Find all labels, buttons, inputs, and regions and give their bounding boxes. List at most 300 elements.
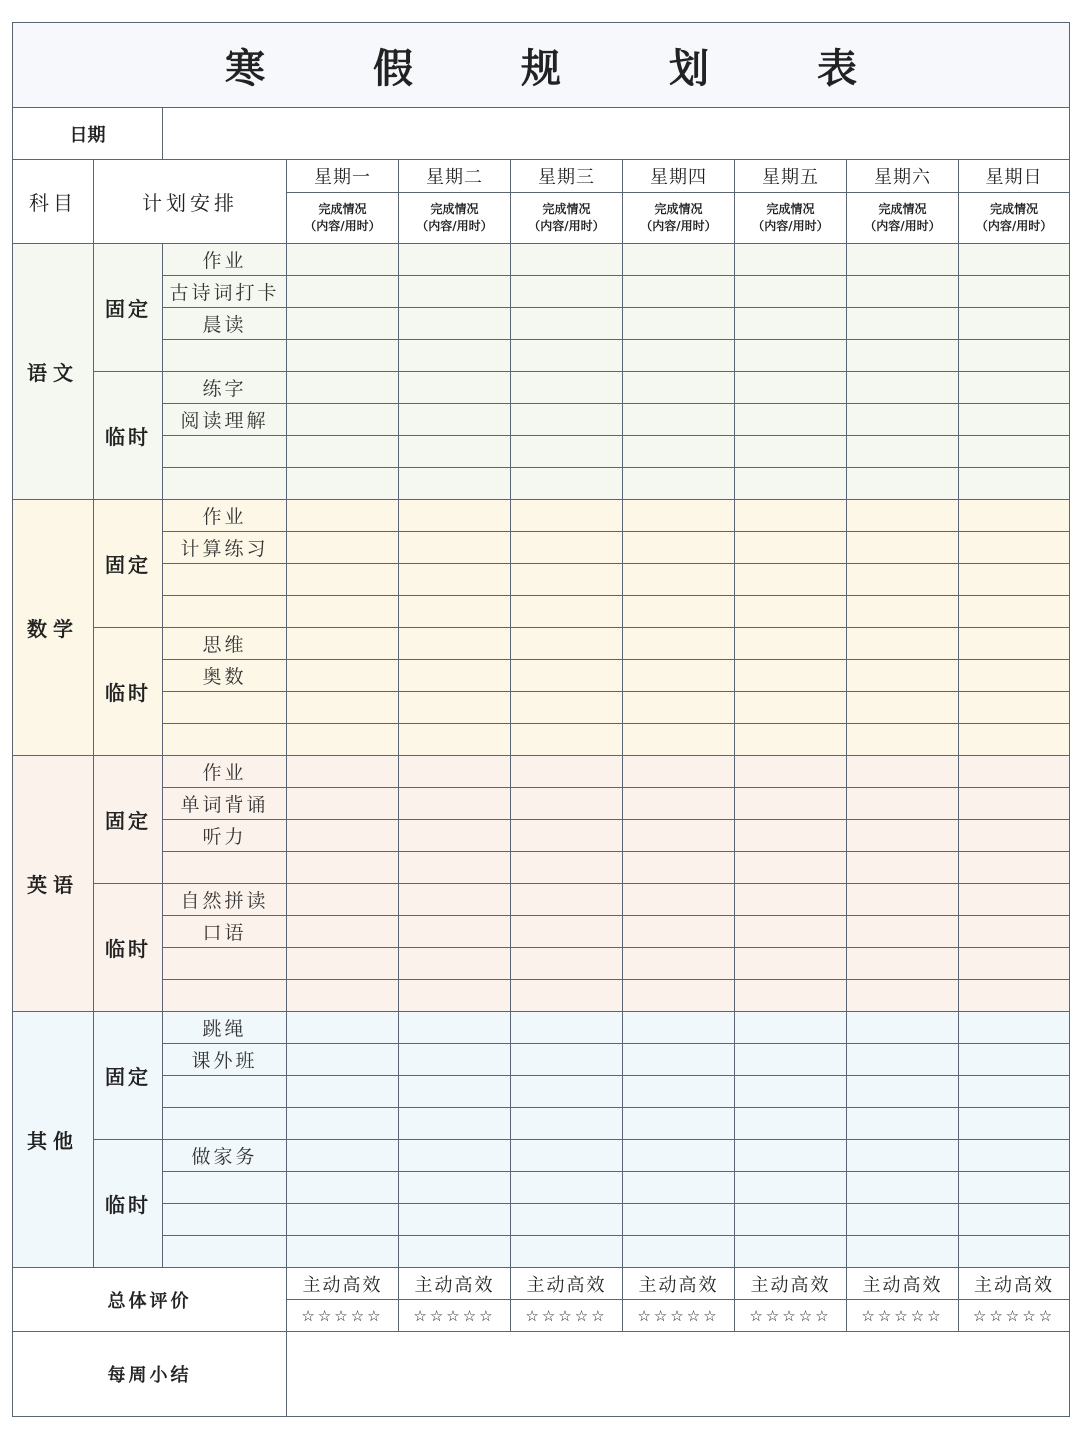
progress-cell[interactable] [399,1236,511,1268]
progress-cell[interactable] [959,244,1070,276]
progress-cell[interactable] [287,1076,399,1108]
progress-cell[interactable] [623,628,735,660]
progress-cell[interactable] [959,436,1070,468]
plan-item[interactable] [163,1108,287,1140]
progress-cell[interactable] [287,820,399,852]
progress-cell[interactable] [959,564,1070,596]
progress-cell[interactable] [287,756,399,788]
progress-cell[interactable] [623,564,735,596]
plan-row [13,980,1070,1012]
progress-cell[interactable] [735,244,847,276]
progress-cell[interactable] [511,1236,623,1268]
progress-cell[interactable] [399,596,511,628]
progress-cell[interactable] [847,692,959,724]
progress-cell[interactable] [847,532,959,564]
progress-cell[interactable] [735,628,847,660]
progress-cell[interactable] [399,436,511,468]
star-rating[interactable]: ☆☆☆☆☆ [959,1300,1070,1332]
evaluation-text: 主动高效 [847,1268,959,1300]
progress-cell[interactable] [623,948,735,980]
progress-cell[interactable] [287,980,399,1012]
progress-cell[interactable] [511,500,623,532]
progress-cell[interactable] [287,948,399,980]
progress-cell[interactable] [511,468,623,500]
progress-cell[interactable] [959,532,1070,564]
progress-cell[interactable] [847,1108,959,1140]
progress-cell[interactable] [399,1108,511,1140]
plan-item[interactable]: 做家务 [163,1140,287,1172]
progress-cell[interactable] [847,756,959,788]
progress-cell[interactable] [399,628,511,660]
progress-cell[interactable] [623,1140,735,1172]
status-label: 完成情况 [430,202,479,216]
progress-cell[interactable] [287,692,399,724]
progress-cell[interactable] [399,788,511,820]
progress-cell[interactable] [623,660,735,692]
progress-cell[interactable] [735,1108,847,1140]
progress-cell[interactable] [735,596,847,628]
progress-cell[interactable] [847,1204,959,1236]
progress-cell[interactable] [735,1140,847,1172]
progress-cell[interactable] [847,852,959,884]
progress-cell[interactable] [511,948,623,980]
plan-item[interactable] [163,948,287,980]
progress-cell[interactable] [623,692,735,724]
progress-cell[interactable] [735,276,847,308]
progress-cell[interactable] [959,884,1070,916]
progress-cell[interactable] [959,852,1070,884]
progress-cell[interactable] [623,532,735,564]
plan-type-label: 固定 [94,500,163,628]
plan-item[interactable] [163,436,287,468]
plan-item[interactable]: 思维 [163,628,287,660]
progress-cell[interactable] [847,404,959,436]
progress-cell[interactable] [735,500,847,532]
progress-cell[interactable] [623,884,735,916]
progress-cell[interactable] [623,468,735,500]
progress-cell[interactable] [623,1076,735,1108]
day-header: 星期二 [399,160,511,193]
progress-cell[interactable] [735,532,847,564]
plan-item[interactable] [163,724,287,756]
progress-cell[interactable] [959,1204,1070,1236]
progress-cell[interactable] [511,276,623,308]
progress-cell[interactable] [623,1204,735,1236]
progress-cell[interactable] [511,980,623,1012]
progress-cell[interactable] [399,1204,511,1236]
progress-cell[interactable] [623,1044,735,1076]
progress-cell[interactable] [287,436,399,468]
progress-cell[interactable] [287,852,399,884]
subject-label: 英语 [13,756,94,1012]
progress-cell[interactable] [511,692,623,724]
plan-item[interactable] [163,1236,287,1268]
progress-cell[interactable] [511,724,623,756]
plan-item[interactable]: 单词背诵 [163,788,287,820]
progress-cell[interactable] [623,340,735,372]
progress-cell[interactable] [959,468,1070,500]
progress-cell[interactable] [847,724,959,756]
progress-cell[interactable] [959,308,1070,340]
progress-cell[interactable] [959,340,1070,372]
progress-cell[interactable] [735,660,847,692]
status-header [959,193,1070,244]
progress-cell[interactable] [735,1076,847,1108]
progress-cell[interactable] [511,756,623,788]
progress-cell[interactable] [623,1172,735,1204]
progress-cell[interactable] [959,820,1070,852]
progress-cell[interactable] [511,1172,623,1204]
progress-cell[interactable] [623,308,735,340]
progress-cell[interactable] [511,1140,623,1172]
plan-row [13,1108,1070,1140]
progress-cell[interactable] [287,276,399,308]
progress-cell[interactable] [623,1236,735,1268]
plan-item[interactable] [163,564,287,596]
progress-cell[interactable] [735,308,847,340]
plan-type-label: 临时 [94,628,163,756]
progress-cell[interactable] [287,628,399,660]
progress-cell[interactable] [399,244,511,276]
progress-cell[interactable] [847,628,959,660]
progress-cell[interactable] [735,1204,847,1236]
progress-cell[interactable] [511,1108,623,1140]
progress-cell[interactable] [735,820,847,852]
plan-item[interactable]: 听力 [163,820,287,852]
progress-cell[interactable] [287,404,399,436]
progress-cell[interactable] [623,404,735,436]
progress-cell[interactable] [399,372,511,404]
progress-cell[interactable] [623,500,735,532]
progress-cell[interactable] [847,1044,959,1076]
progress-cell[interactable] [287,916,399,948]
progress-cell[interactable] [847,788,959,820]
progress-cell[interactable] [735,436,847,468]
progress-cell[interactable] [735,372,847,404]
progress-cell[interactable] [399,820,511,852]
plan-type-label: 临时 [94,372,163,500]
plan-item[interactable]: 跳绳 [163,1012,287,1044]
plan-item[interactable] [163,468,287,500]
progress-cell[interactable] [847,340,959,372]
progress-cell[interactable] [959,948,1070,980]
plan-type-label: 固定 [94,756,163,884]
progress-cell[interactable] [959,404,1070,436]
status-label: 完成情况 [766,202,815,216]
progress-cell[interactable] [511,596,623,628]
progress-cell[interactable] [399,340,511,372]
progress-cell[interactable] [287,372,399,404]
progress-cell[interactable] [287,1108,399,1140]
progress-cell[interactable] [511,1204,623,1236]
plan-row [13,244,1070,276]
progress-cell[interactable] [399,852,511,884]
plan-row [13,916,1070,948]
progress-cell[interactable] [287,244,399,276]
progress-cell[interactable] [399,404,511,436]
progress-cell[interactable] [287,596,399,628]
progress-cell[interactable] [511,628,623,660]
progress-cell[interactable] [959,980,1070,1012]
progress-cell[interactable] [847,436,959,468]
progress-cell[interactable] [847,948,959,980]
progress-cell[interactable] [623,1012,735,1044]
progress-cell[interactable] [399,916,511,948]
progress-cell[interactable] [287,1044,399,1076]
progress-cell[interactable] [959,628,1070,660]
plan-row [13,1140,1070,1172]
progress-cell[interactable] [287,1204,399,1236]
progress-cell[interactable] [399,1172,511,1204]
evaluation-text: 主动高效 [959,1268,1070,1300]
progress-cell[interactable] [847,372,959,404]
progress-cell[interactable] [847,244,959,276]
progress-cell[interactable] [735,884,847,916]
subject-header: 科目 [13,160,94,244]
progress-cell[interactable] [623,244,735,276]
plan-row [13,1172,1070,1204]
progress-cell[interactable] [959,1012,1070,1044]
status-header [847,193,959,244]
date-label: 日期 [13,108,163,160]
progress-cell[interactable] [959,596,1070,628]
progress-cell[interactable] [623,916,735,948]
plan-item[interactable]: 作业 [163,500,287,532]
progress-cell[interactable] [623,372,735,404]
progress-cell[interactable] [847,468,959,500]
progress-cell[interactable] [511,436,623,468]
progress-cell[interactable] [511,852,623,884]
plan-item[interactable]: 阅读理解 [163,404,287,436]
progress-cell[interactable] [287,884,399,916]
progress-cell[interactable] [511,788,623,820]
progress-cell[interactable] [959,372,1070,404]
progress-cell[interactable] [959,1108,1070,1140]
progress-cell[interactable] [511,532,623,564]
progress-cell[interactable] [959,500,1070,532]
progress-cell[interactable] [287,724,399,756]
progress-cell[interactable] [623,756,735,788]
progress-cell[interactable] [959,724,1070,756]
progress-cell[interactable] [847,1236,959,1268]
progress-cell[interactable] [287,1236,399,1268]
evaluation-text: 主动高效 [623,1268,735,1300]
progress-cell[interactable] [959,788,1070,820]
status-sublabel: （内容/用时） [864,219,941,233]
progress-cell[interactable] [959,756,1070,788]
progress-cell[interactable] [399,532,511,564]
weekly-summary-field[interactable] [287,1332,1070,1417]
star-rating[interactable]: ☆☆☆☆☆ [399,1300,511,1332]
progress-cell[interactable] [847,916,959,948]
progress-cell[interactable] [847,660,959,692]
plan-item[interactable]: 古诗词打卡 [163,276,287,308]
progress-cell[interactable] [399,308,511,340]
progress-cell[interactable] [847,308,959,340]
progress-cell[interactable] [623,980,735,1012]
plan-item[interactable] [163,1076,287,1108]
progress-cell[interactable] [511,372,623,404]
progress-cell[interactable] [287,532,399,564]
star-rating[interactable]: ☆☆☆☆☆ [847,1300,959,1332]
progress-cell[interactable] [735,916,847,948]
plan-row [13,724,1070,756]
progress-cell[interactable] [735,852,847,884]
progress-cell[interactable] [399,980,511,1012]
progress-cell[interactable] [735,724,847,756]
title-char: 表 [817,44,858,92]
plan-item[interactable] [163,1172,287,1204]
progress-cell[interactable] [399,724,511,756]
progress-cell[interactable] [287,500,399,532]
progress-cell[interactable] [735,468,847,500]
status-sublabel: （内容/用时） [304,219,381,233]
progress-cell[interactable] [735,1044,847,1076]
plan-item[interactable]: 课外班 [163,1044,287,1076]
progress-cell[interactable] [399,276,511,308]
progress-cell[interactable] [511,340,623,372]
progress-cell[interactable] [623,1108,735,1140]
star-rating[interactable]: ☆☆☆☆☆ [511,1300,623,1332]
progress-cell[interactable] [847,1172,959,1204]
progress-cell[interactable] [511,244,623,276]
plan-item[interactable] [163,692,287,724]
progress-cell[interactable] [735,1236,847,1268]
progress-cell[interactable] [399,500,511,532]
progress-cell[interactable] [623,596,735,628]
progress-cell[interactable] [511,820,623,852]
progress-cell[interactable] [959,660,1070,692]
progress-cell[interactable] [399,692,511,724]
progress-cell[interactable] [623,724,735,756]
star-rating[interactable]: ☆☆☆☆☆ [623,1300,735,1332]
plan-row [13,1076,1070,1108]
plan-row [13,820,1070,852]
plan-row [13,1012,1070,1044]
plan-type-label: 临时 [94,1140,163,1268]
progress-cell[interactable] [511,564,623,596]
progress-cell[interactable] [287,564,399,596]
progress-cell[interactable] [399,1076,511,1108]
progress-cell[interactable] [735,980,847,1012]
progress-cell[interactable] [847,1140,959,1172]
date-field[interactable] [163,108,1070,160]
progress-cell[interactable] [847,884,959,916]
progress-cell[interactable] [399,884,511,916]
progress-cell[interactable] [735,340,847,372]
progress-cell[interactable] [847,276,959,308]
plan-item[interactable] [163,596,287,628]
progress-cell[interactable] [287,468,399,500]
plan-item[interactable]: 练字 [163,372,287,404]
plan-item[interactable] [163,980,287,1012]
progress-cell[interactable] [287,1172,399,1204]
progress-cell[interactable] [623,820,735,852]
plan-row [13,660,1070,692]
plan-item[interactable]: 口语 [163,916,287,948]
plan-item[interactable] [163,852,287,884]
progress-cell[interactable] [847,980,959,1012]
star-rating[interactable]: ☆☆☆☆☆ [287,1300,399,1332]
progress-cell[interactable] [735,1012,847,1044]
progress-cell[interactable] [511,1076,623,1108]
progress-cell[interactable] [287,660,399,692]
plan-item[interactable]: 晨读 [163,308,287,340]
progress-cell[interactable] [847,596,959,628]
progress-cell[interactable] [847,500,959,532]
plan-item[interactable]: 计算练习 [163,532,287,564]
progress-cell[interactable] [959,1044,1070,1076]
progress-cell[interactable] [399,1044,511,1076]
progress-cell[interactable] [847,1076,959,1108]
title-char: 划 [669,44,710,92]
progress-cell[interactable] [511,404,623,436]
progress-cell[interactable] [399,1012,511,1044]
progress-cell[interactable] [735,404,847,436]
plan-item[interactable]: 作业 [163,756,287,788]
progress-cell[interactable] [959,1236,1070,1268]
plan-item[interactable] [163,340,287,372]
status-header [399,193,511,244]
progress-cell[interactable] [959,276,1070,308]
progress-cell[interactable] [623,852,735,884]
progress-cell[interactable] [511,308,623,340]
plan-type-label: 固定 [94,244,163,372]
plan-item[interactable]: 奥数 [163,660,287,692]
progress-cell[interactable] [511,884,623,916]
progress-cell[interactable] [399,756,511,788]
progress-cell[interactable] [511,916,623,948]
progress-cell[interactable] [959,1172,1070,1204]
progress-cell[interactable] [735,788,847,820]
progress-cell[interactable] [511,660,623,692]
progress-cell[interactable] [735,1172,847,1204]
progress-cell[interactable] [287,1140,399,1172]
progress-cell[interactable] [735,564,847,596]
progress-cell[interactable] [735,948,847,980]
plan-item[interactable]: 自然拼读 [163,884,287,916]
plan-item[interactable]: 作业 [163,244,287,276]
progress-cell[interactable] [399,948,511,980]
star-rating[interactable]: ☆☆☆☆☆ [735,1300,847,1332]
progress-cell[interactable] [959,1076,1070,1108]
progress-cell[interactable] [959,692,1070,724]
progress-cell[interactable] [399,468,511,500]
progress-cell[interactable] [287,308,399,340]
progress-cell[interactable] [623,788,735,820]
evaluation-label: 总体评价 [13,1268,287,1332]
progress-cell[interactable] [959,916,1070,948]
progress-cell[interactable] [959,1140,1070,1172]
progress-cell[interactable] [287,340,399,372]
progress-cell[interactable] [847,1012,959,1044]
progress-cell[interactable] [287,788,399,820]
progress-cell[interactable] [287,1012,399,1044]
progress-cell[interactable] [735,692,847,724]
progress-cell[interactable] [399,660,511,692]
progress-cell[interactable] [735,756,847,788]
progress-cell[interactable] [847,820,959,852]
progress-cell[interactable] [511,1044,623,1076]
progress-cell[interactable] [511,1012,623,1044]
progress-cell[interactable] [623,276,735,308]
plan-item[interactable] [163,1204,287,1236]
progress-cell[interactable] [847,564,959,596]
plan-row [13,756,1070,788]
progress-cell[interactable] [399,564,511,596]
progress-cell[interactable] [623,436,735,468]
progress-cell[interactable] [399,1140,511,1172]
